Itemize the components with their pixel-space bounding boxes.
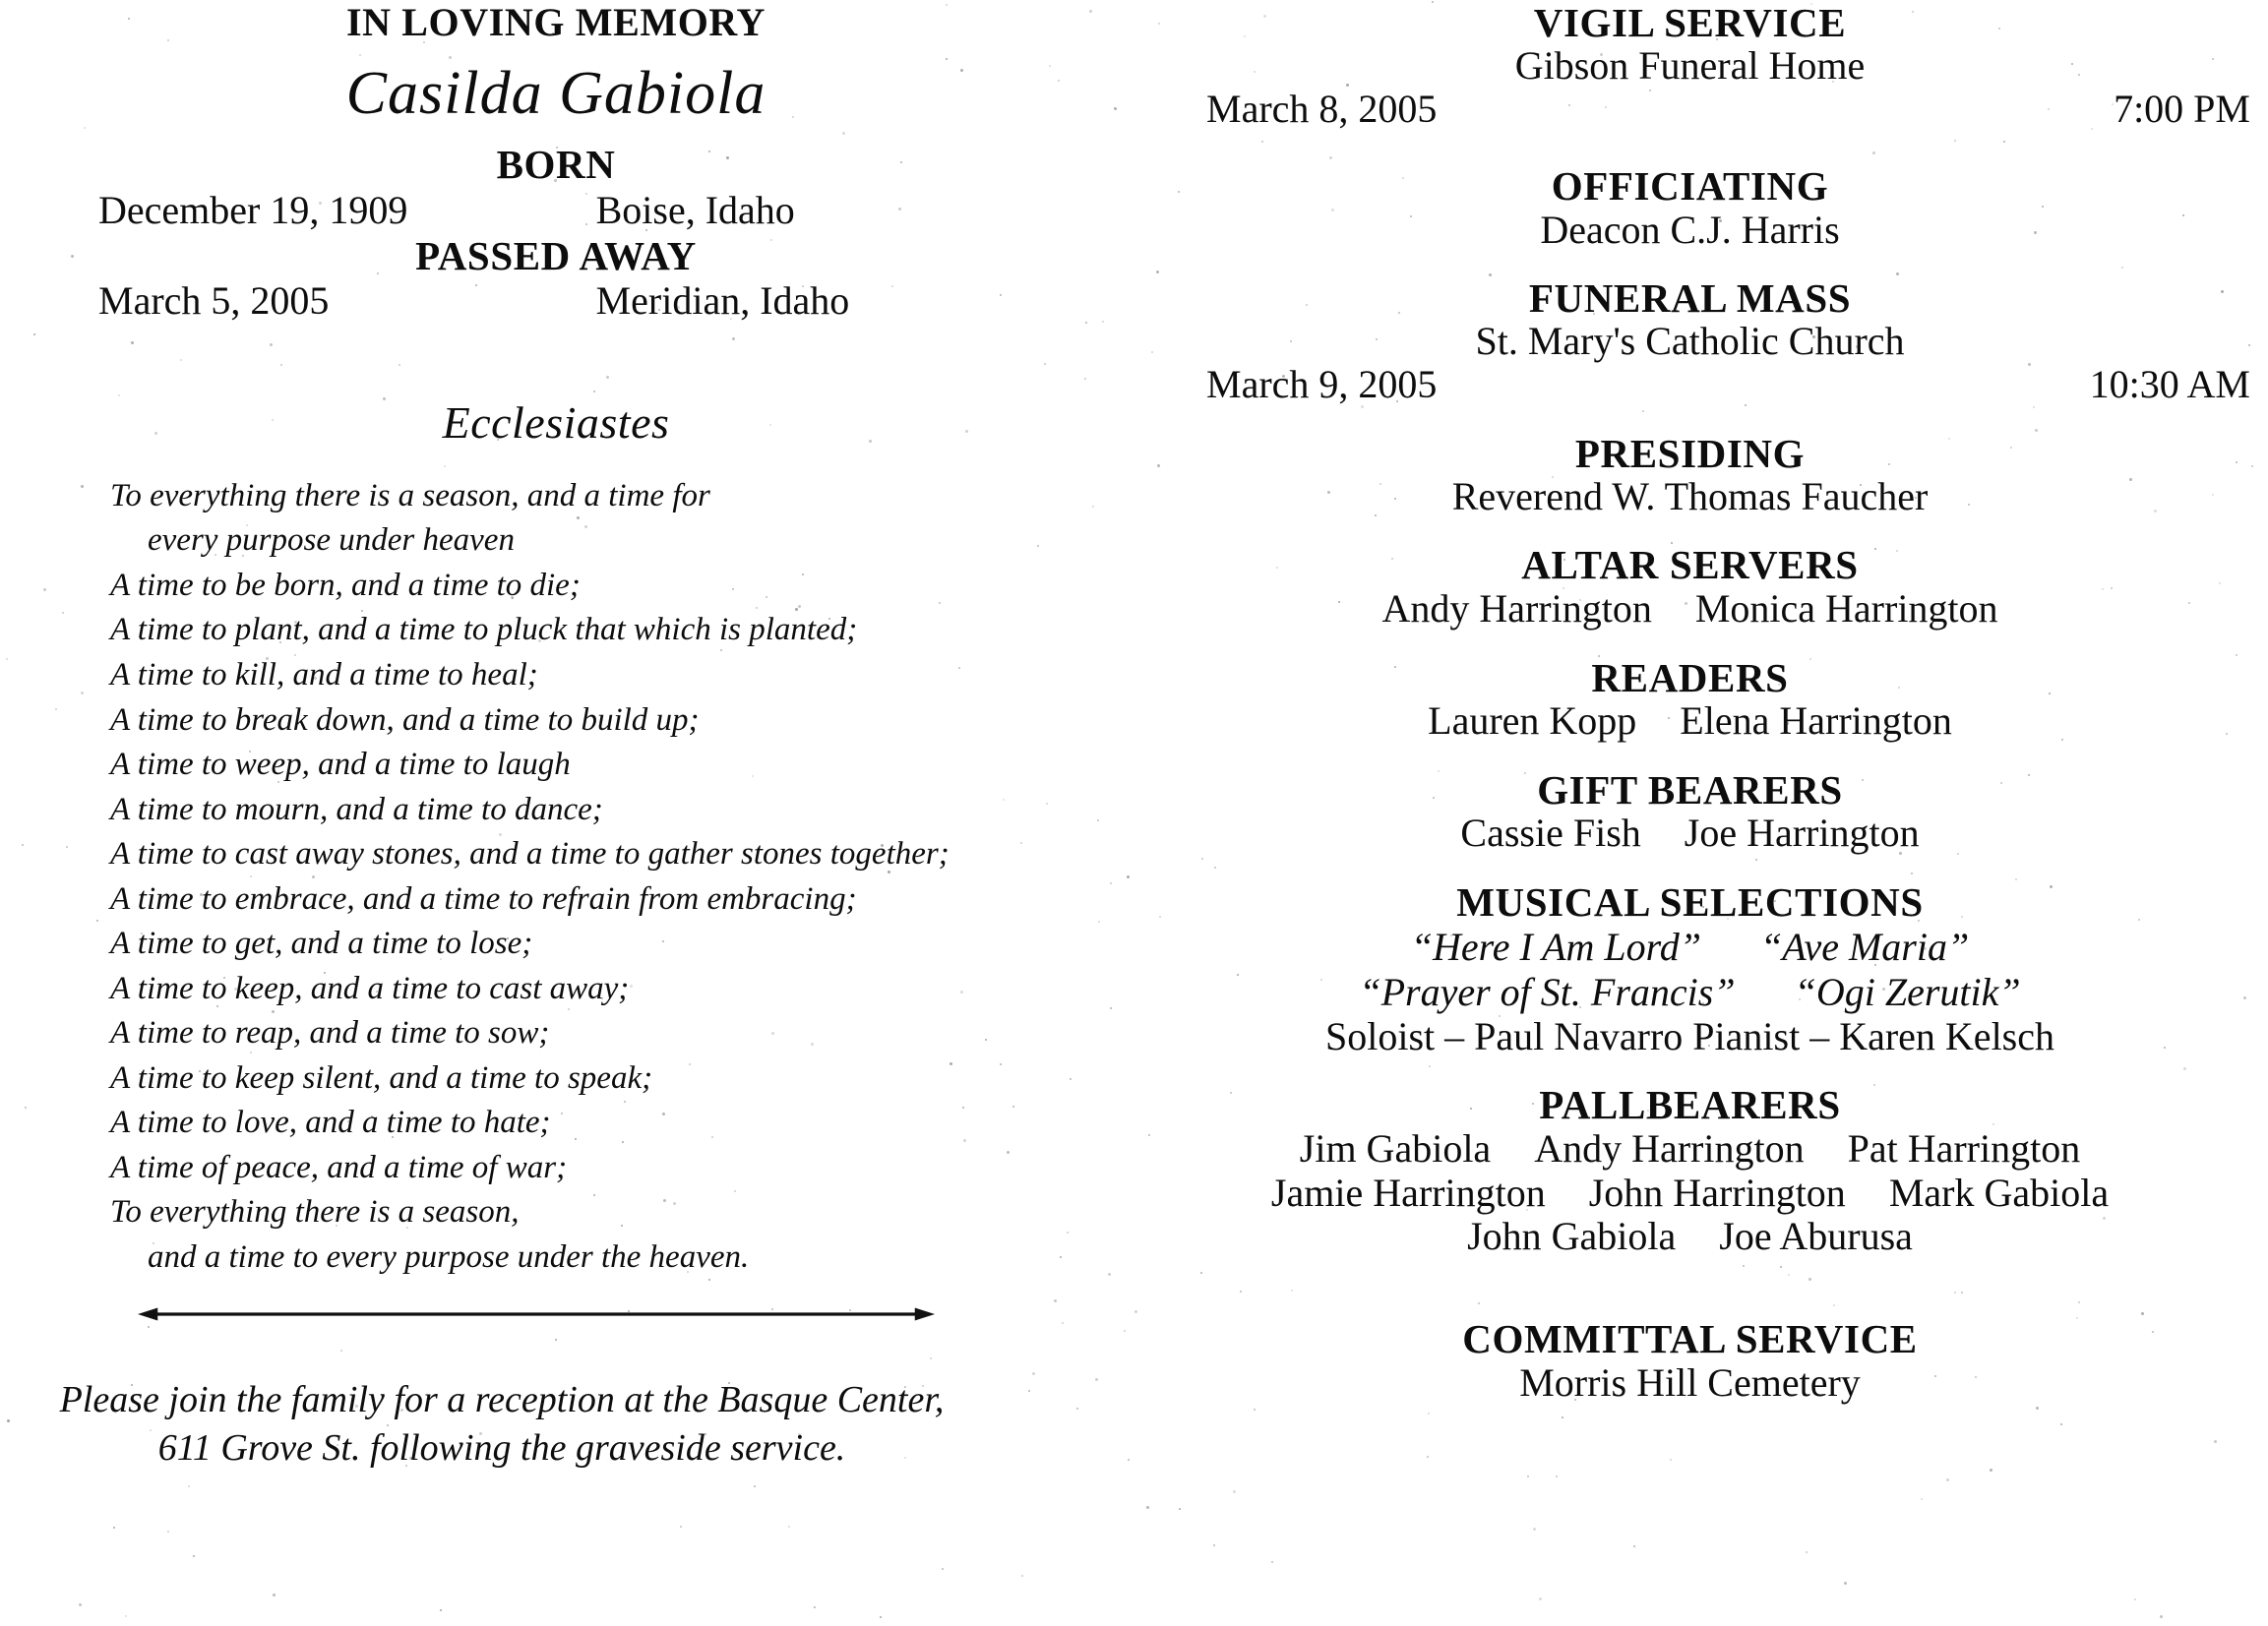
scripture-line: To everything there is a season, xyxy=(110,1194,520,1231)
reception-line-2: 611 Grove St. following the graveside service. xyxy=(157,1427,846,1470)
pallbearers-row-1 xyxy=(1112,1127,2268,1172)
person-name: Jim Gabiola xyxy=(1299,1125,1492,1171)
musical-selections-row-2 xyxy=(1112,970,2268,1015)
scripture-verse-block xyxy=(0,474,1112,1281)
scripture-line: A time to reap, and a time to sow; xyxy=(110,1015,550,1052)
born-date: December 19, 1909 xyxy=(98,187,408,232)
speckle xyxy=(113,1527,115,1529)
vigil-time: 7:00 PM xyxy=(2114,87,2250,132)
speckle xyxy=(188,1485,190,1487)
speckle xyxy=(814,1606,816,1608)
speckle xyxy=(1806,1551,1808,1553)
person-name: “Here I Am Lord” xyxy=(1410,924,1701,969)
speckle xyxy=(942,1568,944,1570)
arrow-divider xyxy=(0,1301,1112,1331)
scripture-line: A time to keep, and a time to cast away; xyxy=(110,970,630,1006)
vigil-venue: Gibson Funeral Home xyxy=(1514,43,1866,89)
reception-note xyxy=(0,1376,1112,1472)
musical-selections-row-1 xyxy=(1112,925,2268,970)
scripture-line: A time to love, and a time to hate; xyxy=(110,1105,551,1141)
speckle xyxy=(1844,1582,1847,1585)
speckle xyxy=(754,1485,756,1487)
speckle xyxy=(2060,1423,2062,1425)
scripture-line: A time to break down, and a time to build up; xyxy=(110,701,700,738)
speckle xyxy=(1990,1469,1992,1472)
gift-bearers-names xyxy=(1112,812,2268,856)
vigil-datetime-row xyxy=(1112,88,2268,132)
speckle xyxy=(1562,1416,1563,1418)
person-name: “Ave Maria” xyxy=(1759,924,1970,969)
readers-heading: READERS xyxy=(1591,654,1789,700)
speckle xyxy=(1233,1490,1236,1493)
person-name: “Ogi Zerutik” xyxy=(1794,970,2021,1014)
scripture-line: To everything there is a season, and a time for xyxy=(110,477,710,513)
scripture-line: A time to kill, and a time to heal; xyxy=(110,657,538,693)
speckle xyxy=(1428,1413,1430,1415)
readers-names xyxy=(1112,699,2268,744)
speckle xyxy=(1556,1475,1558,1477)
passed-place: Meridian, Idaho xyxy=(595,278,850,324)
speckle xyxy=(1254,1409,1256,1411)
in-loving-memory-heading: IN LOVING MEMORY xyxy=(346,0,766,44)
speckle xyxy=(1146,1506,1149,1509)
scripture-line: A time to cast away stones, and a time to gather stones together; xyxy=(110,836,950,873)
pallbearers-heading: PALLBEARERS xyxy=(1539,1082,1841,1128)
person-name: Andy Harrington xyxy=(1381,585,1652,631)
committal-location: Morris Hill Cemetery xyxy=(1519,1359,1861,1405)
scripture-line: A time to keep silent, and a time to speak; xyxy=(110,1059,653,1096)
musical-performers: Soloist – Paul Navarro Pianist – Karen Kelsch xyxy=(1325,1014,2054,1059)
scripture-line: and a time to every purpose under the heaven. xyxy=(148,1238,750,1275)
scripture-line: A time of peace, and a time of war; xyxy=(110,1149,568,1185)
speckle xyxy=(2214,1440,2217,1443)
committal-service-heading: COMMITTAL SERVICE xyxy=(1462,1316,1918,1362)
speckle xyxy=(2036,1407,2039,1410)
person-name: Mark Gabiola xyxy=(1888,1170,2110,1215)
speckle xyxy=(273,1594,276,1596)
person-name: “Prayer of St. Francis” xyxy=(1359,970,1736,1014)
passed-details-row xyxy=(0,279,1112,324)
person-name: Jamie Harrington xyxy=(1270,1170,1546,1215)
speckle xyxy=(680,1526,682,1528)
altar-servers-heading: ALTAR SERVERS xyxy=(1521,542,1859,588)
speckle xyxy=(1527,1475,1529,1477)
person-name: Pat Harrington xyxy=(1847,1125,2081,1171)
person-name: John Gabiola xyxy=(1467,1214,1677,1259)
speckle xyxy=(2160,1615,2163,1618)
altar-servers-names xyxy=(1112,587,2268,632)
speckle xyxy=(193,1555,195,1557)
deceased-name: Casilda Gabiola xyxy=(345,60,766,128)
passed-away-heading: PASSED AWAY xyxy=(415,232,697,278)
musical-selections-heading: MUSICAL SELECTIONS xyxy=(1456,879,1924,926)
funeral-mass-date: March 9, 2005 xyxy=(1206,362,1438,407)
scripture-line: A time to weep, and a time to laugh xyxy=(110,747,571,783)
reception-line-1: Please join the family for a reception at the Basque Center, xyxy=(59,1379,945,1421)
speckle xyxy=(2134,1598,2136,1600)
speckle xyxy=(1946,1478,1949,1481)
scripture-line: A time to mourn, and a time to dance; xyxy=(110,791,603,827)
born-place: Boise, Idaho xyxy=(595,187,795,232)
gift-bearers-heading: GIFT BEARERS xyxy=(1537,766,1843,813)
left-column xyxy=(0,0,1112,1473)
person-name: Elena Harrington xyxy=(1680,698,1952,744)
person-name: Joe Aburusa xyxy=(1719,1214,1913,1259)
speckle xyxy=(79,1603,82,1606)
scripture-line: A time to plant, and a time to pluck that which is planted; xyxy=(110,612,858,648)
double-headed-arrow-icon xyxy=(138,1301,935,1327)
speckle xyxy=(1179,1508,1181,1510)
speckle xyxy=(1021,1575,1023,1577)
speckle xyxy=(1921,1498,1923,1500)
vigil-service-heading: VIGIL SERVICE xyxy=(1533,0,1847,45)
pallbearers-row-3 xyxy=(1112,1215,2268,1259)
speckle xyxy=(1670,1459,1672,1461)
speckle xyxy=(1427,1456,1429,1458)
scripture-line: A time to get, and a time to lose; xyxy=(110,926,533,962)
presiding-heading: PRESIDING xyxy=(1574,430,1806,476)
speckle xyxy=(125,1615,127,1617)
speckle xyxy=(1128,1459,1130,1461)
funeral-mass-datetime-row xyxy=(1112,363,2268,407)
speckle xyxy=(1533,1528,1536,1531)
scripture-line: every purpose under heaven xyxy=(148,522,515,559)
vigil-date: March 8, 2005 xyxy=(1206,87,1438,132)
officiating-person: Deacon C.J. Harris xyxy=(1540,207,1840,252)
funeral-mass-heading: FUNERAL MASS xyxy=(1528,274,1852,321)
scripture-line: A time to be born, and a time to die; xyxy=(110,567,581,603)
person-name: Cassie Fish xyxy=(1460,811,1641,856)
speckle xyxy=(167,1531,169,1533)
presiding-person: Reverend W. Thomas Faucher xyxy=(1451,474,1929,519)
person-name: Andy Harrington xyxy=(1534,1125,1805,1171)
speckle xyxy=(1539,1597,1542,1600)
passed-date: March 5, 2005 xyxy=(98,278,330,324)
person-name: Monica Harrington xyxy=(1694,585,1998,631)
born-details-row xyxy=(0,189,1112,233)
officiating-heading: OFFICIATING xyxy=(1551,163,1829,210)
speckle xyxy=(788,1526,790,1528)
scripture-title: Ecclesiastes xyxy=(442,396,670,448)
funeral-mass-venue: St. Mary's Catholic Church xyxy=(1475,319,1905,364)
funeral-mass-time: 10:30 AM xyxy=(2089,362,2250,407)
person-name: Lauren Kopp xyxy=(1428,698,1637,744)
born-heading: BORN xyxy=(496,142,616,188)
speckle xyxy=(440,1609,442,1611)
person-name: Joe Harrington xyxy=(1684,811,1920,856)
speckle xyxy=(1271,1561,1273,1563)
speckle xyxy=(880,1616,882,1618)
scripture-line: A time to embrace, and a time to refrain from embracing; xyxy=(110,880,857,917)
right-column xyxy=(1112,0,2268,1405)
speckle xyxy=(1633,1545,1635,1547)
pallbearers-row-2 xyxy=(1112,1172,2268,1216)
speckle xyxy=(1213,1544,1215,1546)
person-name: John Harrington xyxy=(1588,1170,1846,1215)
